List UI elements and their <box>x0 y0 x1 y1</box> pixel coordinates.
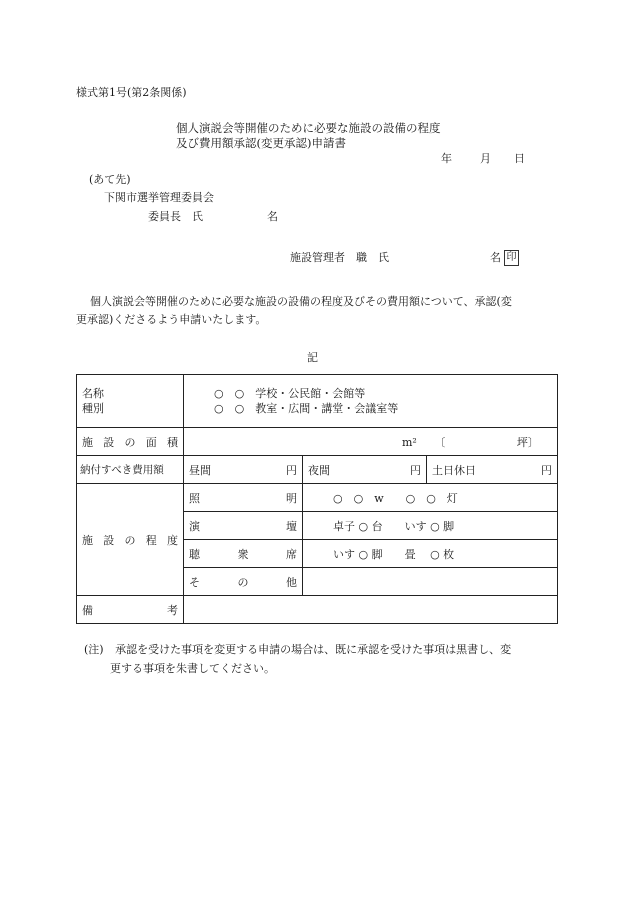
area-label: 施 設 の 面 積 <box>82 435 178 449</box>
other-label-cell <box>184 568 303 596</box>
seats-value: いす ○ 脚 畳 ○ 枚 <box>303 540 558 568</box>
lighting-label-b: 明 <box>286 491 297 505</box>
type-label-a: 種 <box>82 402 93 415</box>
application-table <box>76 374 558 624</box>
addressee-org: 下関市選挙管理委員会 <box>104 191 214 204</box>
lighting-label-cell <box>184 484 303 512</box>
body-line-2: 更承認)くださるよう申請いたします。 <box>76 313 267 326</box>
other-label-b: の <box>237 575 249 589</box>
cost-day-cell <box>184 456 303 484</box>
stage-value: 卓子 ○ 台 いす ○ 脚 <box>303 512 558 540</box>
level-label-cell <box>77 484 184 596</box>
stage-label-a: 演 <box>189 519 200 533</box>
title-line-2: 及び費用額承認(変更承認)申請書 <box>176 136 346 150</box>
remarks-label-cell <box>77 596 184 624</box>
other-label-c: 他 <box>286 575 297 589</box>
type-label-b: 別 <box>93 402 104 415</box>
lighting-value: ○ ○ w ○ ○ 灯 <box>303 484 558 512</box>
note-label: (注) <box>84 643 104 656</box>
date-day: 日 <box>514 152 525 165</box>
cost-label: 納付すべき費用額 <box>77 456 184 484</box>
manager-name-label: 名 <box>490 251 501 264</box>
remarks-row <box>77 596 558 624</box>
cost-night-unit: 円 <box>410 463 421 477</box>
chairman-label: 委員長 氏 <box>148 210 203 223</box>
date-month: 月 <box>480 152 491 165</box>
name-label-b: 称 <box>93 387 104 400</box>
type-value: ○ ○ 教室・広間・講堂・会議室等 <box>214 402 399 415</box>
cost-holiday-unit: 円 <box>541 463 553 477</box>
name-type-row <box>77 375 558 428</box>
lighting-label-a: 照 <box>189 491 200 505</box>
cost-holiday-label: 土日休日 <box>432 463 476 477</box>
level-label: 施 設 の 程 度 <box>82 533 178 547</box>
area-unit: m² <box>402 435 417 449</box>
area-tsubo-close: 坪〕 <box>516 435 539 449</box>
cost-day-label: 昼間 <box>189 463 211 477</box>
date-year: 年 <box>441 152 452 165</box>
seats-label-a: 聴 <box>189 547 200 561</box>
cost-night-cell <box>303 456 427 484</box>
lighting-row <box>77 484 558 512</box>
area-label-cell <box>77 428 184 456</box>
ki-heading: 記 <box>307 351 318 364</box>
remarks-label-b: 考 <box>167 603 178 617</box>
name-value: ○ ○ 学校・公民館・会館等 <box>214 387 366 400</box>
other-value-cell <box>303 568 558 596</box>
name-type-value-cell <box>184 375 558 428</box>
name-label-a: 名 <box>82 387 93 400</box>
cost-row <box>77 456 558 484</box>
stage-label-b: 壇 <box>286 519 297 533</box>
area-tsubo-open: 〔 <box>434 435 446 449</box>
area-row <box>77 428 558 456</box>
name-type-label-cell <box>77 375 184 428</box>
manager-name-row <box>490 250 519 266</box>
cost-holiday-cell <box>427 456 558 484</box>
title-line-1: 個人演説会等開催のために必要な施設の設備の程度 <box>176 121 441 135</box>
stage-label-cell <box>184 512 303 540</box>
seal-mark: 印 <box>504 250 519 266</box>
seats-label-cell <box>184 540 303 568</box>
other-label-a: そ <box>189 575 200 589</box>
seats-label-b: 衆 <box>237 547 249 561</box>
manager-label: 施設管理者 職 氏 <box>290 251 389 264</box>
note-line-1: 承認を受けた事項を変更する申請の場合は、既に承認を受けた事項は黒書し、変 <box>115 643 512 656</box>
seats-label-c: 席 <box>286 547 297 561</box>
chairman-name-label: 名 <box>267 210 278 223</box>
remarks-value-cell <box>184 596 558 624</box>
area-value-cell <box>184 428 558 456</box>
remarks-label-a: 備 <box>82 603 93 617</box>
addressee-label: (あて先) <box>89 173 131 186</box>
form-number: 様式第1号(第2条関係) <box>76 86 187 99</box>
body-line-1: 個人演説会等開催のために必要な施設の設備の程度及びその費用額について、承認(変 <box>90 295 512 308</box>
cost-day-unit: 円 <box>286 463 297 477</box>
note-line-2: 更する事項を朱書してください。 <box>110 662 275 675</box>
note-block <box>84 640 554 678</box>
cost-night-label: 夜間 <box>308 463 330 477</box>
